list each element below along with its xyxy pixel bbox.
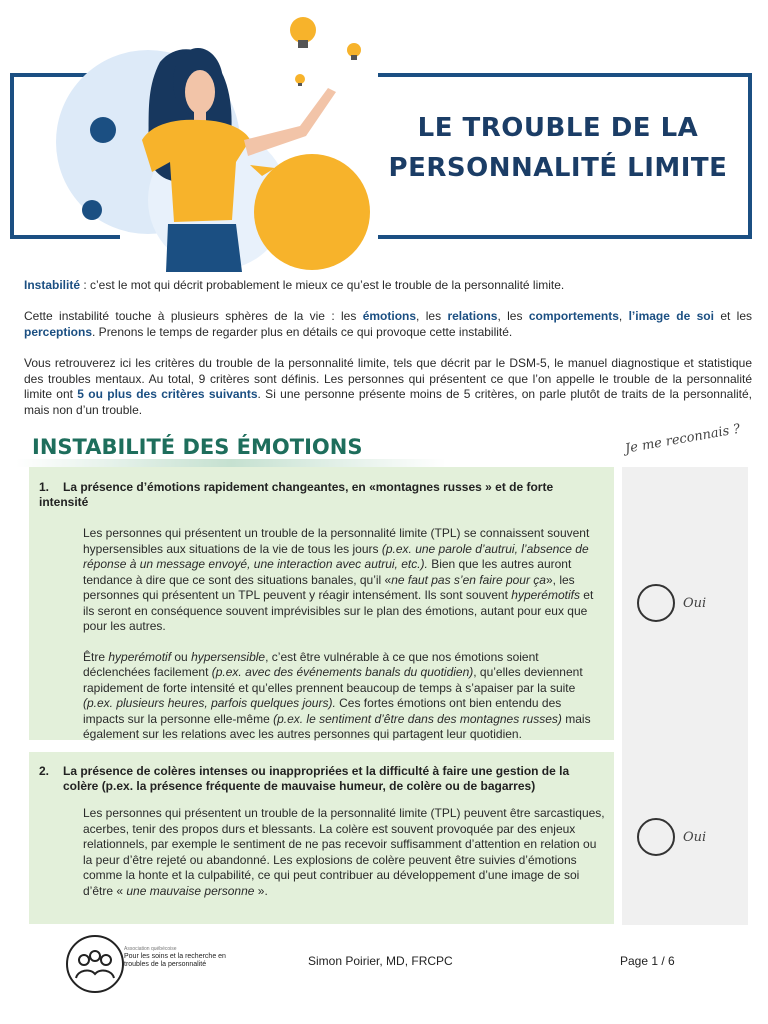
intro-paragraph-2 [24, 309, 752, 340]
criterion-card-1 [29, 467, 614, 740]
criterion-paragraph: Les personnes qui présentent un trouble de la personnalité limite (TPL) se connaissent souvent hypersensibles aux situations de la vie de tous les jours (p.ex. une parole d’autrui, l’absence de réponse à un message envoyé, une interaction avec autrui, etc.). Bien que les autres auront tendance à dire que ce sont des situations banales, qu’il «ne faut pas s’en faire pour ça», les personnes qui présentent un TPL peuvent y réagir intensément. Ils sont souvent hyperémotifs et ils seront en conséquence souvent imprévisibles sur le plan des émotions, autant pour eux que pour les autres. [83, 526, 594, 633]
keyword-perceptions: perceptions [24, 324, 93, 339]
answer-oui-2[interactable] [637, 818, 706, 856]
footer-author: Simon Poirier, MD, FRCPC [308, 954, 453, 968]
intro-text: , les [497, 309, 529, 323]
page-title [380, 108, 736, 188]
criterion-paragraph: Les personnes qui présentent un trouble de la personnalité limite (TPL) peuvent être sarcastiques, acerbes, tenir des propos durs et blessants. La colère est souvent provoquée par des enjeux relationnels, par exemple le sentiment de ne pas recevoir suffisamment d’attention en relation ou la peur d’être rejeté ou abandonné. Les explosions de colère peuvent être suivies d’émotions comme la honte et la culpabilité, ce qui peut contribuer au développement d’une image de soi d’être « une mauvaise personne ». [83, 806, 605, 898]
page-number: Page 1 / 6 [620, 954, 675, 968]
criterion-body [83, 806, 607, 899]
criterion-number: 1. [39, 480, 50, 494]
section-title-underline [16, 459, 446, 467]
intro-text: Vous retrouverez ici les critères du trouble de la personnalité limite, tels que décrit par le DSM-5, le manuel diagnostique et statistique des troubles mentaux. Au total, 9 critères sont définis. Les personnes qui présentent ce que l’on appelle le trouble de la personnalité limite ont [24, 356, 752, 401]
intro-text: : c’est le mot qui décrit probablement le mieux ce qu’est le trouble de la personnalité limite. [80, 278, 565, 292]
criterion-paragraph: Être hyperémotif ou hypersensible, c’est être vulnérable à ce que nos émotions soient déclenchées facilement (p.ex. avec des événements banals du quotidien), qu’elles deviennent rapidement de forte intensité et qu’elles prennent beaucoup de temps à s’apaiser par la suite (p.ex. plusieurs heures, parfois quelques jours). Ces fortes émotions ont bien entendu des impacts sur la personne elle-même (p.ex. le sentiment d’être dans des montagnes russes) mais également sur les relations avec les autres personnes qui partagent leur quotidien. [83, 649, 591, 741]
recognize-label: Je me reconnais ? [624, 421, 742, 457]
keyword-image-de-soi: l’image de soi [628, 309, 714, 323]
criterion-body [83, 526, 601, 743]
title-line-1: LE TROUBLE DE LA [417, 113, 699, 143]
answer-column [622, 467, 748, 925]
criterion-card-2 [29, 752, 614, 924]
answer-circle-checkbox[interactable] [637, 818, 675, 856]
answer-label: Oui [683, 829, 707, 845]
logo-text [124, 945, 236, 969]
criterion-number: 2. [39, 764, 50, 778]
criterion-title [39, 764, 604, 794]
intro-text: Cette instabilité touche à plusieurs sphères de la vie : les [24, 309, 363, 323]
answer-oui-1[interactable] [637, 584, 706, 622]
criterion-title-text: La présence de colères intenses ou inappropriées et la difficulté à faire une gestion de la colère (p.ex. la présence fréquente de mauvaise humeur, de colère ou de bagarres) [63, 764, 570, 793]
logo-small-text: Association québécoise [124, 946, 177, 952]
keyword-relations: relations [447, 309, 498, 323]
intro-paragraph-3 [24, 356, 752, 418]
section-title: INSTABILITÉ DES ÉMOTIONS [32, 435, 363, 459]
woman-illustration [0, 0, 390, 272]
keyword-five-criteria: 5 ou plus des critères suivants [77, 387, 258, 401]
keyword-emotions: émotions [362, 309, 417, 323]
intro-term: Instabilité [24, 278, 81, 292]
answer-label: Oui [683, 595, 707, 611]
keyword-comportements: comportements [528, 309, 619, 323]
intro-text: . Si une personne présente moins de 5 critères, on parle plutôt de traits de la personnalité, mais non d’un trouble. [24, 387, 752, 417]
answer-circle-checkbox[interactable] [637, 584, 675, 622]
intro-text: , [618, 309, 629, 323]
title-line-2: PERSONNALITÉ LIMITE [388, 153, 728, 183]
criterion-title-text: La présence d’émotions rapidement changeantes, en «montagnes russes » et de forte intensité [39, 480, 554, 509]
intro-text: , les [416, 309, 448, 323]
criterion-title [39, 480, 604, 510]
intro-paragraph-1 [24, 278, 752, 294]
intro-text: . Prenons le temps de regarder plus en détails ce qui provoque cette instabilité. [92, 324, 513, 339]
intro-text: et les [713, 309, 753, 323]
logo-name: Pour les soins et la recherche en troubles de la personnalité [124, 953, 226, 968]
